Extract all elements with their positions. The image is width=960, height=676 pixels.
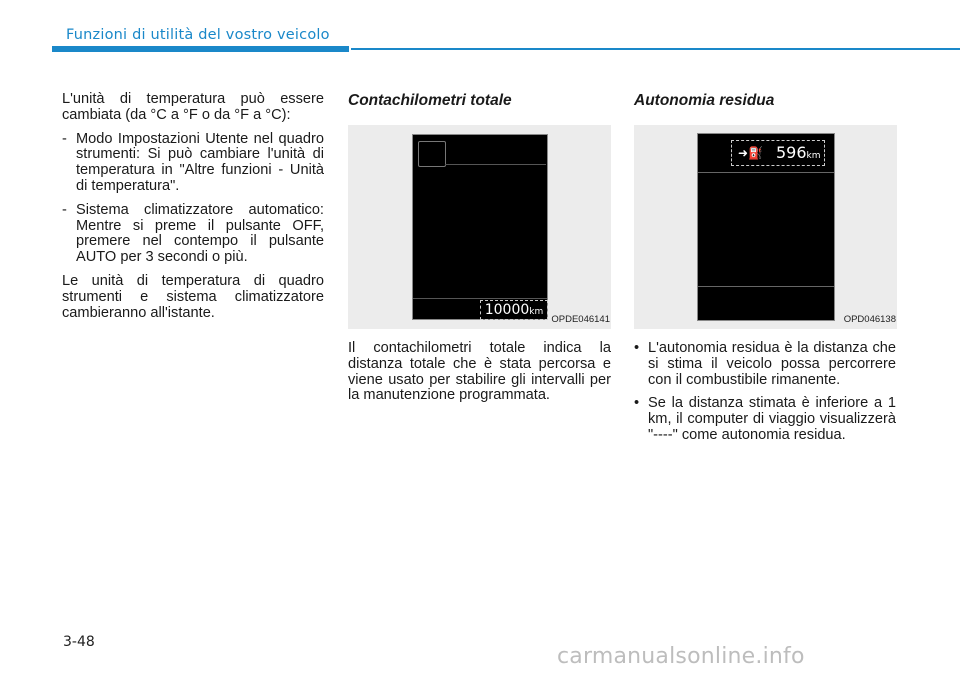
intro-paragraph: L'unità di temperatura può essere cambiata (da °C a °F o da °F a °C):	[62, 91, 324, 123]
cluster-display	[697, 133, 835, 321]
display-divider	[698, 172, 834, 173]
column-temperature-units	[62, 92, 324, 329]
range-value: 596	[776, 143, 807, 162]
list-item	[634, 341, 896, 388]
odometer-value: 10000	[484, 302, 530, 318]
column-range	[634, 92, 896, 452]
list-item	[62, 203, 324, 266]
list-item-text: L'autonomia residua è la distanza che si stima il veicolo possa percorrere con il combustibile rimanente.	[648, 340, 896, 388]
list-item-text: Se la distanza stimata è inferiore a 1 km, il computer di viaggio visualizzerà "----" come autonomia residua.	[648, 395, 896, 443]
range-readout	[731, 140, 825, 166]
range-unit: km	[806, 151, 821, 161]
odometer-readout	[480, 300, 548, 320]
column-odometer	[348, 92, 611, 412]
heading-range: Autonomia residua	[634, 92, 775, 109]
section-title: Funzioni di utilità del vostro veicolo	[66, 27, 330, 43]
figure-code: OPDE046141	[551, 314, 610, 326]
odometer-unit: km	[529, 307, 544, 317]
range-figure	[634, 125, 897, 329]
page-number: 3-48	[63, 634, 95, 650]
list-item	[62, 132, 324, 195]
figure-code: OPD046138	[843, 314, 896, 326]
display-divider	[445, 164, 546, 165]
dash-marker: -	[62, 201, 67, 218]
display-corner-box	[418, 141, 446, 167]
bullet-marker: •	[634, 340, 640, 356]
header-rule-thin	[351, 48, 960, 50]
display-divider	[413, 298, 547, 299]
list-item-text: Modo Impostazioni Utente nel quadro strumenti: Si può cambiare l'unità di temperatura in "Altre funzioni - Unità di temperatura".	[76, 130, 324, 194]
fuel-pump-icon: ➜⛽	[738, 146, 763, 160]
display-divider	[698, 286, 834, 287]
odometer-description: Il contachilometri totale indica la distanza totale che è stata percorsa e viene usato per stabilire gli intervalli per la manutenzione programmata.	[348, 340, 611, 404]
list-item	[634, 396, 896, 443]
list-item-text: Sistema climatizzatore automatico: Mentre si preme il pulsante OFF, premere nel contempo il pulsante AUTO per 3 secondi o più.	[76, 201, 324, 266]
odometer-figure	[348, 125, 611, 329]
cluster-display	[412, 134, 548, 320]
header-rule-thick	[52, 46, 349, 52]
watermark: carmanualsonline.info	[557, 644, 805, 669]
bullet-marker: •	[634, 395, 640, 412]
outro-paragraph: Le unità di temperatura di quadro strumenti e sistema climatizzatore cambieranno all'istante.	[62, 272, 324, 321]
heading-odometer: Contachilometri totale	[348, 92, 512, 109]
dash-marker: -	[62, 130, 67, 147]
